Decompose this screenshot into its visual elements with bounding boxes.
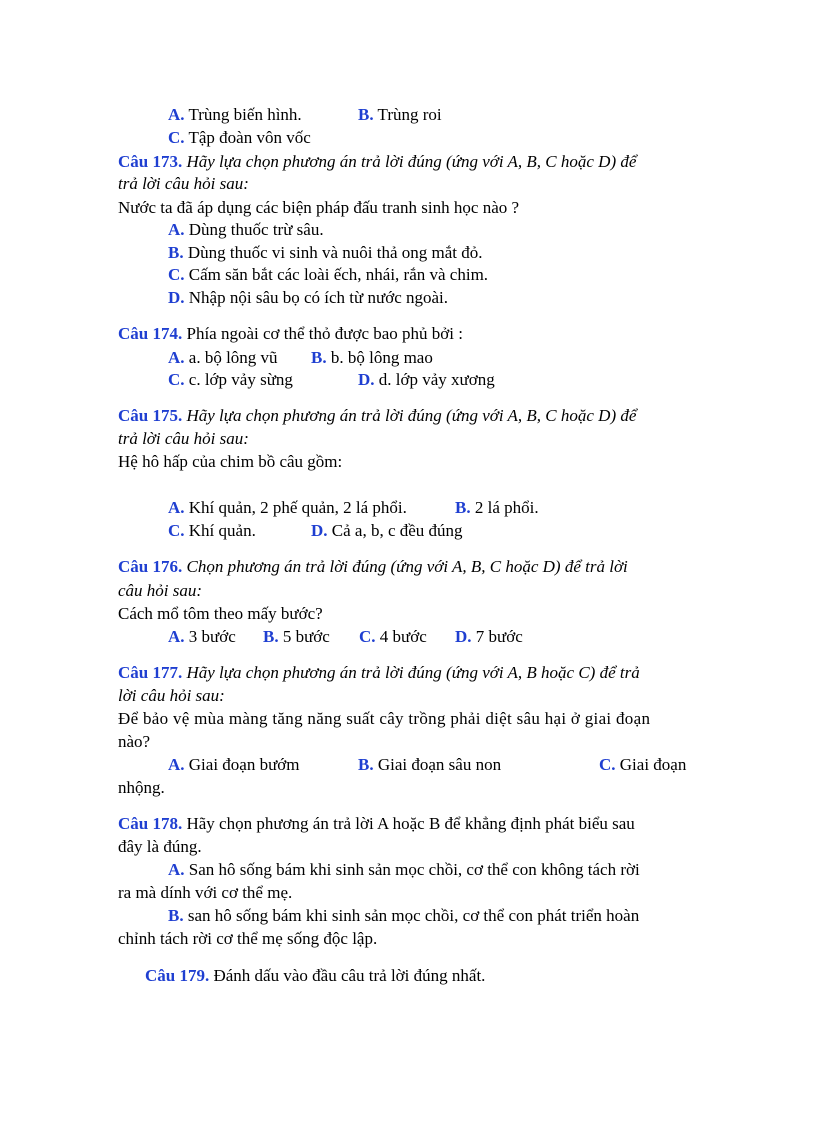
option-line <box>311 347 433 369</box>
question-instruction: Hãy lựa chọn phương án trả lời đúng (ứng với A, B hoặc C) để trả <box>182 663 640 682</box>
option-line <box>168 520 256 542</box>
option-text: Giai đoạn bướm <box>184 755 300 774</box>
question-number: Câu 177. <box>118 663 183 682</box>
option-line <box>358 754 501 776</box>
option-label: B. <box>358 755 374 774</box>
option-label: B. <box>168 243 184 262</box>
option-text: Dùng thuốc trừ sâu. <box>184 220 324 239</box>
option-text: chỉnh tách rời cơ thể mẹ sống độc lập. <box>118 929 378 948</box>
option-label: B. <box>311 348 327 367</box>
option-line <box>599 754 686 776</box>
question-header <box>145 965 485 987</box>
option-line <box>168 626 236 648</box>
option-text: Cấm săn bắt các loài ếch, nhái, rắn và chim. <box>184 265 489 284</box>
option-text: Giai đoạn sâu non <box>373 755 502 774</box>
question-text: nào? <box>118 732 151 751</box>
option-text: san hô sống bám khi sinh sản mọc chồi, cơ thể con phát triển hoàn <box>183 906 640 925</box>
option-label: A. <box>168 348 185 367</box>
option-text: 2 lá phổi. <box>470 498 539 517</box>
option-label: B. <box>168 906 184 925</box>
option-line <box>168 242 482 264</box>
option-text: Khí quản, 2 phế quản, 2 lá phổi. <box>184 498 407 517</box>
question-number: Câu 179. <box>145 966 210 985</box>
question-header <box>118 323 463 345</box>
option-line <box>168 754 300 776</box>
question-header <box>118 151 636 173</box>
question-text: Hãy chọn phương án trả lời A hoặc B để khẳng định phát biểu sau <box>182 814 635 833</box>
question-instruction: Chọn phương án trả lời đúng (ứng với A, B, C hoặc D) để trả lời <box>182 557 628 576</box>
option-line <box>168 859 640 881</box>
option-text: nhộng. <box>118 778 165 797</box>
option-text: d. lớp vảy xương <box>374 370 495 389</box>
option-text: 4 bước <box>375 627 427 646</box>
question-instruction: trả lời câu hỏi sau: <box>118 429 249 448</box>
option-line <box>358 369 495 391</box>
option-label: A. <box>168 755 185 774</box>
question-instruction: câu hỏi sau: <box>118 581 203 600</box>
option-text: Trùng biến hình. <box>184 105 302 124</box>
question-number: Câu 173. <box>118 152 183 171</box>
option-label: B. <box>358 105 374 124</box>
question-instruction: Hãy lựa chọn phương án trả lời đúng (ứng với A, B, C hoặc D) để <box>182 152 637 171</box>
option-text: 5 bước <box>278 627 330 646</box>
option-label: D. <box>455 627 472 646</box>
option-line <box>168 347 278 369</box>
option-label: A. <box>168 627 185 646</box>
option-line <box>168 905 639 927</box>
option-label: C. <box>168 370 185 389</box>
option-label: A. <box>168 860 185 879</box>
option-text: ra mà dính với cơ thể mẹ. <box>118 883 293 902</box>
question-number: Câu 174. <box>118 324 183 343</box>
question-text: Hệ hô hấp của chim bồ câu gồm: <box>118 452 343 471</box>
option-label: A. <box>168 498 185 517</box>
question-text: Nước ta đã áp dụng các biện pháp đấu tranh sinh học nào ? <box>118 198 520 217</box>
option-label: B. <box>455 498 471 517</box>
question-header <box>118 662 640 684</box>
option-line <box>455 626 523 648</box>
option-line <box>168 369 293 391</box>
option-text: 7 bước <box>471 627 523 646</box>
option-text: a. bộ lông vũ <box>184 348 278 367</box>
option-text: c. lớp vảy sừng <box>184 370 293 389</box>
question-header <box>118 813 635 835</box>
option-line <box>263 626 330 648</box>
option-text: b. bộ lông mao <box>326 348 433 367</box>
option-line <box>168 127 311 149</box>
question-text: Để bảo vệ mùa màng tăng năng suất cây trồng phải diệt sâu hại ở giai đoạn <box>118 709 651 728</box>
option-line <box>455 497 539 519</box>
option-text: Khí quản. <box>184 521 256 540</box>
question-number: Câu 178. <box>118 814 183 833</box>
question-instruction: trả lời câu hỏi sau: <box>118 174 249 193</box>
question-instruction: Hãy lựa chọn phương án trả lời đúng (ứng với A, B, C hoặc D) để <box>182 406 637 425</box>
option-label: B. <box>263 627 279 646</box>
option-line <box>168 104 302 126</box>
option-label: C. <box>168 128 185 147</box>
question-number: Câu 176. <box>118 557 183 576</box>
option-label: D. <box>168 288 185 307</box>
option-text: Cả a, b, c đều đúng <box>327 521 463 540</box>
question-header <box>118 556 628 578</box>
question-text: Phía ngoài cơ thể thỏ được bao phủ bởi : <box>182 324 463 343</box>
question-instruction: lời câu hỏi sau: <box>118 686 225 705</box>
question-text: đây là đúng. <box>118 837 202 856</box>
option-label: C. <box>359 627 376 646</box>
option-label: D. <box>358 370 375 389</box>
question-text: Cách mổ tôm theo mấy bước? <box>118 604 323 623</box>
question-text: Đánh dấu vào đầu câu trả lời đúng nhất. <box>209 966 486 985</box>
option-label: A. <box>168 220 185 239</box>
option-text: Nhập nội sâu bọ có ích từ nước ngoài. <box>184 288 449 307</box>
option-line <box>168 497 407 519</box>
option-text: Giai đoạn <box>615 755 687 774</box>
question-header <box>118 405 636 427</box>
option-line <box>168 219 324 241</box>
option-line <box>168 264 488 286</box>
option-text: Trùng roi <box>373 105 442 124</box>
option-line <box>168 287 448 309</box>
option-line <box>311 520 463 542</box>
option-line <box>359 626 427 648</box>
option-text: 3 bước <box>184 627 236 646</box>
question-number: Câu 175. <box>118 406 183 425</box>
option-label: C. <box>599 755 616 774</box>
option-label: C. <box>168 521 185 540</box>
option-text: Tập đoàn vôn vốc <box>184 128 311 147</box>
option-label: D. <box>311 521 328 540</box>
option-text: Dùng thuốc vi sinh và nuôi thả ong mắt đỏ. <box>183 243 483 262</box>
option-text: San hô sống bám khi sinh sản mọc chồi, cơ thể con không tách rời <box>184 860 640 879</box>
option-label: A. <box>168 105 185 124</box>
option-label: C. <box>168 265 185 284</box>
option-line <box>358 104 442 126</box>
